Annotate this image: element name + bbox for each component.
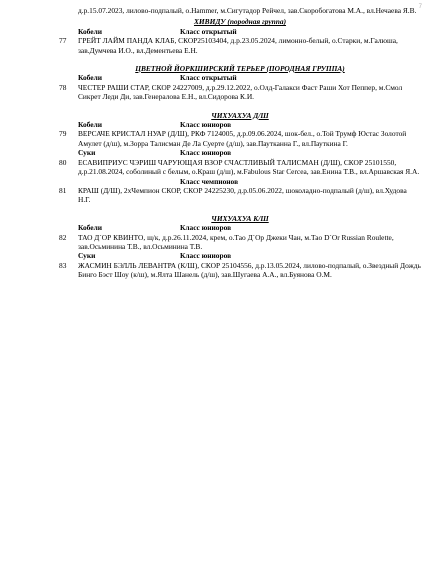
catalog-entry [59, 186, 421, 205]
entry-text: КРАШ (Д/Ш), 2хЧемпион СКОР, СКОР 24225230, д.р.05.06.2022, шоколадно-подпалый (д/ш), вл.Худова Н.Г. [78, 185, 407, 205]
intro-entry-text: д.р.15.07.2023, лилово-подпалый, о.Hammer, м.Сигутадор Рейчел, зав.Скоробогатова М.А., вл.Нечаева Я.В. [78, 6, 417, 15]
entry-text: ЖАСМИН БЭЛЛЬ ЛЕВАНТРА (К/Ш), СКОР 25104556, д.р.13.05.2024, лилово-подпалый, о.Звездный Дождь Бинго Бэст Шоу (к/ш), м.Ялта Шанель (д/ш), зав.Шугаева А.А., вл.Буянова О.М. [78, 260, 421, 280]
class-label: Класс открытый [180, 26, 237, 36]
entry-number: 81 [59, 185, 67, 195]
group-header [59, 27, 421, 36]
sex-label: Кобели [78, 223, 102, 233]
class-label: Класс юниоров [180, 120, 232, 130]
sex-label [78, 177, 180, 186]
entry-number: 80 [59, 157, 67, 167]
entry-text: ЕСАВИПРИУС ЧЭРИШ ЧАРУЮЩАЯ ВЗОР СЧАСТЛИВЫЙ ТАЛИСМАН (Д/Ш), СКОР 25101550, д.р.21.08.2024, соболиный с белым, о.Краш (д/ш), м.Fabulous Star Cercea, зав.Енина Т.В., вл.Аршавская Я.А. [78, 157, 420, 177]
group-header [59, 148, 421, 157]
breed-heading: ЧИХУАХУА Д/Ш [211, 110, 269, 120]
catalog-entry [59, 83, 421, 102]
catalog-content [59, 6, 421, 280]
group-header [59, 223, 421, 232]
class-label: Класс юниоров [180, 251, 232, 261]
entry-text: ЧЕСТЕР РАШИ СТАР, СКОР 24227009, д.р.29.12.2022, о.Олд-Галакси Фаст Раши Хот Пеппер, м.Смол Сикрет Леди Ди, зав.Генералова Е.Н., вл.Сидорова К.И. [78, 82, 403, 102]
entry-number: 78 [59, 82, 67, 92]
entry-text: ТАО Д`ОР КВИНТО, щ/к, д.р.26.11.2024, крем, о.Тао Д`Ор Джеки Чан, м.Тао D`Or Russian Roulette, зав.Осьминина Т.В., вл.Осьминина Т.В. [78, 232, 394, 251]
catalog-entry [59, 261, 421, 280]
class-label: Класс юниоров [180, 223, 232, 233]
class-label: Класс открытый [180, 73, 237, 83]
group-header [59, 251, 421, 260]
catalog-entry [59, 233, 421, 252]
entry-number: 83 [59, 260, 67, 270]
entry-number: 79 [59, 129, 67, 139]
entry-text: ГРЕЙТ ЛАЙМ ПАНДА КЛАБ, СКОР25103404, д.р.23.05.2024, лимонно-белый, о.Старки, м.Галюша, зав.Думчева И.О., вл.Дементьева Е.Н. [78, 36, 398, 55]
page-number: 7 [418, 4, 422, 10]
catalog-entry [59, 36, 421, 55]
entry-number: 82 [59, 232, 67, 242]
catalog-entry [59, 129, 421, 148]
sex-label: Кобели [78, 120, 102, 130]
entry-text: ВЕРСАЧЕ КРИСТАЛ НУАР (Д/Ш), РКФ 7124005, д.р.09.06.2024, шок-бел., о.Той Трумф Юстас Золотой Амулет (д/ш), м.Зорра Талисман Де Ла Суерте (д/ш), зав.Паутканна Г., вл.Пауткина Г. [78, 129, 407, 148]
catalog-entry [59, 158, 421, 177]
sex-label: Кобели [78, 26, 102, 36]
class-label: Класс чемпионов [180, 176, 239, 186]
group-header [59, 73, 421, 82]
group-header [59, 177, 421, 186]
entry-number: 77 [59, 36, 67, 46]
sex-label: Суки [78, 251, 96, 261]
breed-heading: ХИВИДУ (породная группа) [193, 17, 287, 27]
group-header [59, 120, 421, 129]
class-label: Класс юниоров [180, 148, 232, 158]
sex-label: Кобели [78, 73, 102, 83]
sex-label: Суки [78, 148, 96, 158]
breed-heading: ЦВЕТНОЙ ЙОРКШИРСКИЙ ТЕРЬЕР (ПОРОДНАЯ ГРУППА) [135, 64, 345, 74]
breed-heading: ЧИХУАХУА К/Ш [211, 213, 269, 223]
